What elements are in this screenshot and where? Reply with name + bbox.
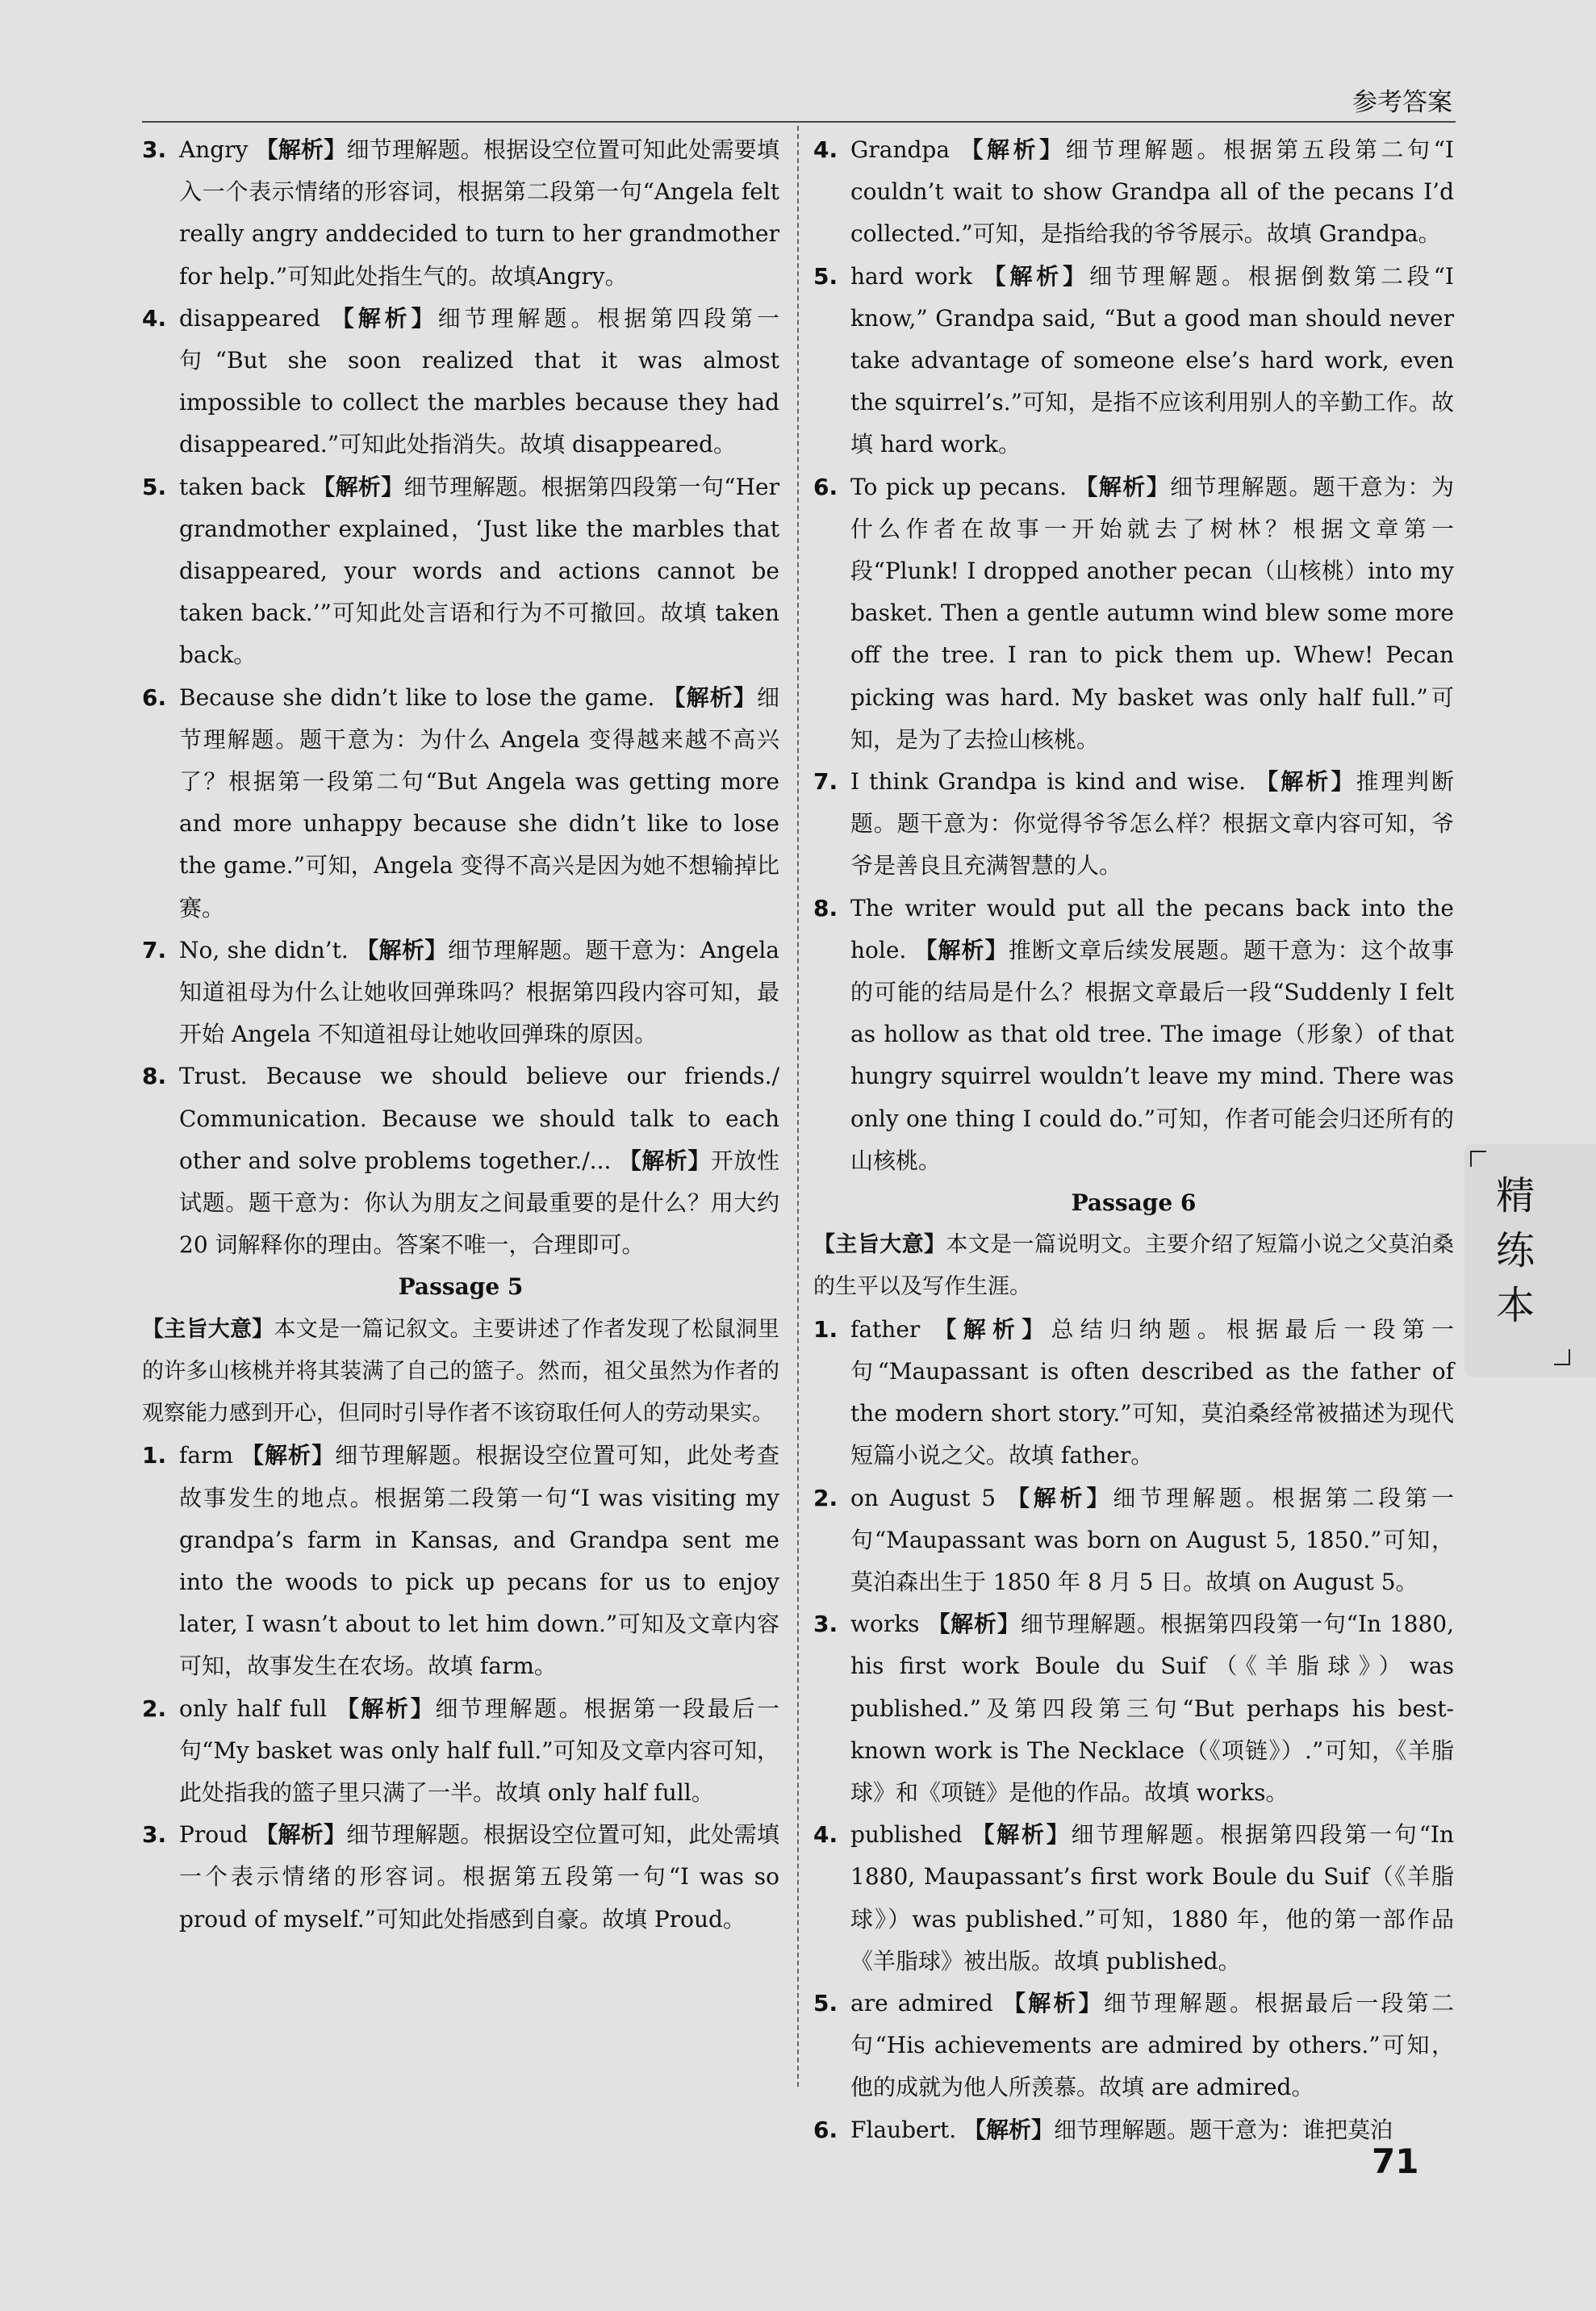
answer-item xyxy=(142,1688,779,1815)
analysis-text: 细节理解题。根据第四段第一句“In 1880, his first work Boule du Suif（《羊脂球》）was published.”及第四段第三句“But perhaps his best-known work is The Necklace（《项链》）.”可知，《羊脂球》和《项链》是他的作品。故填 works。 xyxy=(850,1611,1454,1806)
item-answer: The writer would put all the pecans back into the hole. xyxy=(850,894,1454,963)
analysis-text: 细节理解题。根据设空位置可知，此处考查故事发生的地点。根据第二段第一句“I was visiting my grandpa’s farm in Kansas, and Grandpa sent me into the woods to pick up pecans for us to enjoy later, I wasn’t about to let him down.”可知及文章内容可知，故事发生在农场。故填 farm。 xyxy=(179,1442,779,1680)
analysis-tag: 【解析】 xyxy=(356,936,448,963)
answer-item xyxy=(813,2109,1454,2151)
item-number: 2. xyxy=(142,1695,167,1722)
side-tab-label: 精练本 xyxy=(1495,1173,1535,1328)
item-answer: Angry xyxy=(179,136,256,163)
page-number: 71 xyxy=(1372,2142,1419,2181)
analysis-text: 细节理解题。根据第一段最后一句“My basket was only half full.”可知及文章内容可知，此处指我的篮子里只满了一半。故填 only half full。 xyxy=(179,1695,779,1806)
answer-item xyxy=(813,761,1454,888)
answer-item xyxy=(142,1055,779,1266)
analysis-tag: 【解析】 xyxy=(255,1821,347,1849)
item-answer: works xyxy=(850,1611,928,1638)
answer-item xyxy=(813,466,1454,761)
column-divider xyxy=(797,126,799,2087)
answer-item xyxy=(142,930,779,1056)
answer-item xyxy=(813,1814,1454,1983)
bracket-top-left xyxy=(1470,1151,1486,1167)
item-answer: No, she didn’t. xyxy=(179,936,357,963)
analysis-text: 细节理解题。根据第四段第一句“In 1880, Maupassant’s first work Boule du Suif（《羊脂球》）was published.”可知，1880 年，他的第一部作品《羊脂球》被出版。故填 published。 xyxy=(850,1821,1454,1975)
analysis-tag: 【解析】 xyxy=(983,262,1089,290)
item-number: 5. xyxy=(142,473,167,500)
item-answer: Trust. Because we should believe our friends./ Communication. Because we should talk to each other and solve problems together./... xyxy=(179,1063,779,1174)
item-number: 1. xyxy=(813,1315,838,1343)
analysis-text: 推理判断题。题干意为：你觉得爷爷怎么样？根据文章内容可知，爷爷是善良且充满智慧的人。 xyxy=(850,768,1454,880)
analysis-text: 细节理解题。题干意为：谁把莫泊 xyxy=(1054,2116,1393,2143)
analysis-text: 细节理解题。根据第四段第一句“Her grandmother explained，‘Just like the marbles that disappeared, your words and actions cannot be taken back.’”可知此处言语和行为不可撤回。故填 taken back。 xyxy=(179,473,779,669)
item-answer: farm xyxy=(179,1442,241,1469)
analysis-tag: 【解析】 xyxy=(963,2116,1055,2143)
item-answer: Proud xyxy=(179,1821,256,1849)
item-number: 5. xyxy=(813,262,838,290)
item-answer: only half full xyxy=(179,1695,336,1722)
header-section-label: 参考答案 xyxy=(1352,88,1452,117)
item-answer: on August 5 xyxy=(850,1484,1007,1511)
passage-title: Passage 5 xyxy=(398,1273,524,1301)
item-answer: Flaubert. xyxy=(850,2116,964,2143)
answer-item xyxy=(142,677,779,930)
analysis-text: 细节理解题。根据第四段第一句“But she soon realized that it was almost impossible to collect the marbles because they had disappeared.”可知此处指消失。故填 disappeared。 xyxy=(179,304,779,458)
answer-list xyxy=(142,129,779,1266)
analysis-tag: 【解析】 xyxy=(1075,473,1171,500)
analysis-text: 细节理解题。根据最后一段第二句“His achievements are admired by others.”可知，他的成就为他人所羡慕。故填 are admired。 xyxy=(850,1989,1454,2101)
answer-item xyxy=(142,466,779,677)
analysis-text: 细节理解题。题干意为：Angela 知道祖母为什么让她收回弹珠吗？根据第四段内容可知，最开始 Angela 不知道祖母让她收回弹珠的原因。 xyxy=(179,936,779,1048)
item-number: 4. xyxy=(142,304,167,332)
analysis-text: 细节理解题。根据设空位置可知此处需要填入一个表示情绪的形容词，根据第二段第一句“Angela felt really angry anddecided to turn to her grandmother for help.”可知此处指生气的。故填Angry。 xyxy=(179,136,779,290)
right-column xyxy=(813,129,1454,2151)
item-number: 8. xyxy=(142,1063,167,1090)
item-answer: Because she didn’t like to lose the game. xyxy=(179,683,663,711)
analysis-tag: 【解析】 xyxy=(914,936,1009,963)
item-number: 6. xyxy=(813,473,838,500)
analysis-text: 细节理解题。根据第五段第二句“I couldn’t wait to show Grandpa all of the pecans I’d collected.”可知，是指给我的爷爷展示。故填 Grandpa。 xyxy=(850,136,1454,248)
passage-summary xyxy=(813,1224,1454,1308)
answer-item xyxy=(813,1603,1454,1814)
item-number: 7. xyxy=(813,768,838,796)
analysis-tag: 【解析】 xyxy=(934,1315,1051,1343)
bracket-bottom-right xyxy=(1554,1349,1570,1365)
answer-item xyxy=(813,888,1454,1182)
answer-item xyxy=(142,298,779,466)
item-answer: taken back xyxy=(179,473,313,500)
passage-summary xyxy=(142,1309,779,1435)
item-answer: I think Grandpa is kind and wise. xyxy=(850,768,1256,796)
item-number: 6. xyxy=(142,683,167,711)
analysis-text: 总结归纳题。根据最后一段第一句“Maupassant is often described as the father of the modern short story.”可知，莫泊桑经常被描述为现代短篇小说之父。故填 father。 xyxy=(850,1315,1454,1469)
answer-list xyxy=(813,1309,1454,2151)
answer-list xyxy=(813,129,1454,1182)
item-number: 1. xyxy=(142,1442,167,1469)
item-answer: disappeared xyxy=(179,304,332,332)
analysis-tag: 【解析】 xyxy=(971,1821,1072,1849)
answer-item xyxy=(142,1814,779,1941)
summary-tag: 【主旨大意】 xyxy=(813,1232,946,1258)
analysis-tag: 【解析】 xyxy=(255,136,347,163)
item-number: 3. xyxy=(813,1611,838,1638)
analysis-text: 细节理解题。题干意为：为什么作者在故事一开始就去了树林？根据文章第一段“Plunk! I dropped another pecan（山核桃）into my basket. Then a gentle autumn wind blew some more off the tree. I ran to pick them up. Whew! Pecan picking was hard. My basket was only half full.”可知，是为了去捡山核桃。 xyxy=(850,473,1454,753)
analysis-text: 开放性试题。题干意为：你认为朋友之间最重要的是什么？用大约 20 词解释你的理由。答案不唯一，合理即可。 xyxy=(179,1147,779,1259)
analysis-tag: 【解析】 xyxy=(618,1147,711,1174)
analysis-text: 细节理解题。根据设空位置可知，此处需填一个表示情绪的形容词。根据第五段第一句“I was so proud of myself.”可知此处指感到自豪。故填 Proud。 xyxy=(179,1821,779,1933)
item-number: 2. xyxy=(813,1484,838,1511)
analysis-tag: 【解析】 xyxy=(927,1611,1021,1638)
analysis-tag: 【解析】 xyxy=(331,304,438,332)
item-number: 4. xyxy=(813,136,838,163)
answer-item xyxy=(813,256,1454,466)
answer-list xyxy=(142,1435,779,1940)
analysis-text: 推断文章后续发展题。题干意为：这个故事的可能的结局是什么？根据文章最后一段“Suddenly I felt as hollow as that old tree. The image（形象）of that hungry squirrel wouldn’t leave my mind. There was only one thing I could do.”可知，作者可能会归还所有的山核桃。 xyxy=(850,936,1454,1174)
summary-tag: 【主旨大意】 xyxy=(142,1316,274,1342)
analysis-text: 细节理解题。根据倒数第二段“I know,” Grandpa said, “But a good man should never take advantage of someone else’s hard work, even the squirrel’s.”可知，是指不应该利用别人的辛勤工作。故填 hard work。 xyxy=(850,262,1454,458)
item-number: 3. xyxy=(142,136,167,163)
item-number: 5. xyxy=(813,1989,838,2016)
analysis-tag: 【解析】 xyxy=(662,683,757,711)
answer-item xyxy=(142,1435,779,1687)
item-number: 4. xyxy=(813,1821,838,1849)
answer-item xyxy=(813,1309,1454,1477)
summary-text: 本文是一篇说明文。主要介绍了短篇小说之父莫泊桑的生平以及写作生涯。 xyxy=(813,1232,1455,1300)
analysis-tag: 【解析】 xyxy=(240,1442,336,1469)
item-answer: Grandpa xyxy=(850,136,961,163)
answer-item xyxy=(813,129,1454,256)
left-column xyxy=(142,129,779,1941)
analysis-tag: 【解析】 xyxy=(960,136,1066,163)
passage-title: Passage 6 xyxy=(1071,1189,1197,1217)
item-number: 3. xyxy=(142,1821,167,1849)
analysis-tag: 【解析】 xyxy=(1255,768,1356,796)
answer-item xyxy=(142,129,779,298)
item-answer: father xyxy=(850,1315,934,1343)
item-answer: are admired xyxy=(850,1989,1003,2016)
item-answer: hard work xyxy=(850,262,984,290)
item-answer: published xyxy=(850,1821,972,1849)
analysis-tag: 【解析】 xyxy=(336,1695,436,1722)
item-number: 7. xyxy=(142,936,167,963)
item-number: 8. xyxy=(813,894,838,921)
answer-item xyxy=(813,1983,1454,2109)
analysis-tag: 【解析】 xyxy=(312,473,404,500)
item-number: 6. xyxy=(813,2116,838,2143)
header-rule xyxy=(142,121,1456,123)
answer-item xyxy=(813,1477,1454,1604)
analysis-tag: 【解析】 xyxy=(1006,1484,1113,1511)
item-answer: To pick up pecans. xyxy=(850,473,1076,500)
summary-text: 本文是一篇记叙文。主要讲述了作者发现了松鼠洞里的许多山核桃并将其装满了自己的篮子。然而，祖父虽然为作者的观察能力感到开心，但同时引导作者不该窃取任何人的劳动果实。 xyxy=(142,1316,779,1427)
analysis-text: 细节理解题。根据第二段第一句“Maupassant was born on August 5, 1850.”可知，莫泊森出生于 1850 年 8 月 5 日。故填 on August 5。 xyxy=(850,1484,1454,1595)
analysis-tag: 【解析】 xyxy=(1002,1989,1104,2016)
analysis-text: 细节理解题。题干意为：为什么 Angela 变得越来越不高兴了？根据第一段第二句“But Angela was getting more and more unhappy because she didn’t like to lose the game.”可知，Angela 变得不高兴是因为她不想输掉比赛。 xyxy=(179,683,779,921)
